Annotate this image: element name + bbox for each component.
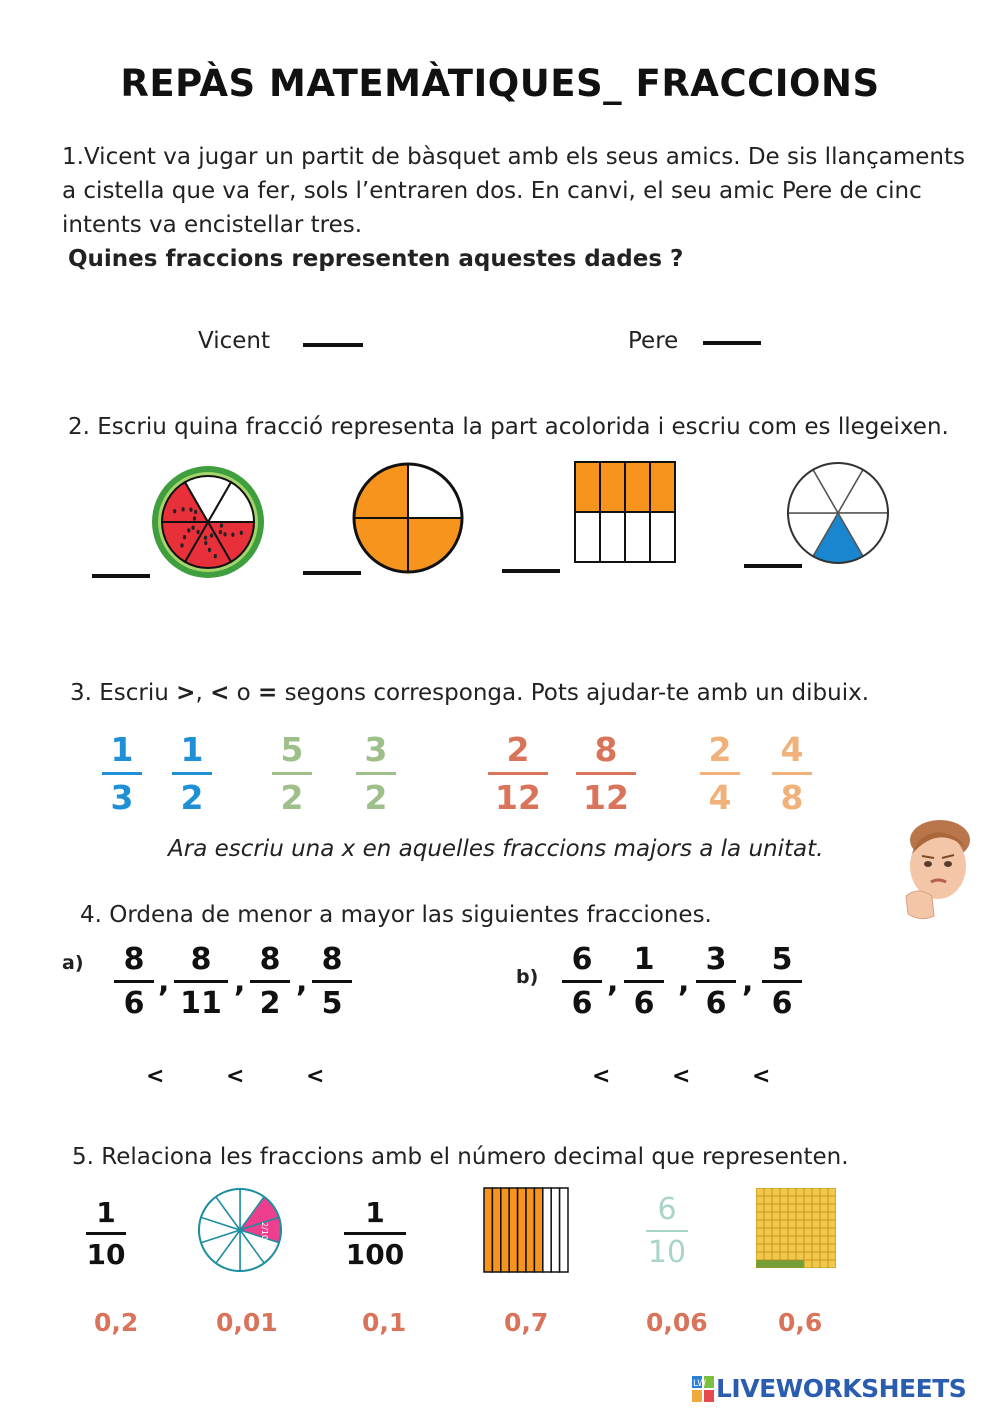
denominator: 6 — [633, 986, 655, 1021]
bar-shaded — [509, 1188, 517, 1272]
watermelon-seed — [219, 530, 222, 534]
q5-f2-numerator: 1 — [365, 1196, 385, 1229]
watermelon-seed — [189, 508, 192, 512]
bar-empty — [551, 1188, 559, 1272]
fraction-bar — [762, 980, 802, 983]
q1-line-2: a cistella que va fer, sols l’entraren dos. En canvi, el seu amic Pere de cinc — [62, 178, 922, 204]
q4-less-than-2: < — [306, 1064, 325, 1089]
watermelon-seed — [204, 541, 207, 545]
numerator: 6 — [571, 942, 593, 977]
watermelon-seed — [220, 523, 223, 527]
q3-text-suffix: segons corresponga. Pots ajudar-te amb un dibuix. — [277, 680, 870, 706]
watermelon-seed — [231, 533, 234, 537]
q3-fraction-3-a — [700, 730, 740, 817]
decimal-option-1[interactable]: 0,01 — [216, 1308, 278, 1337]
fraction-bar — [488, 772, 548, 775]
q4-a-comma-1: , — [234, 964, 246, 999]
q4-a-fraction-0 — [114, 942, 154, 1021]
numerator: 8 — [321, 942, 343, 977]
q4-a-fraction-2 — [250, 942, 290, 1021]
bar-empty — [560, 1188, 568, 1272]
q4-b-comma-0: , — [607, 964, 619, 999]
denominator: 4 — [708, 778, 732, 817]
watermelon-seed — [214, 554, 217, 558]
q3-statement — [70, 676, 869, 710]
wheel-label: 2/10 — [260, 1222, 269, 1240]
fraction-bar — [272, 772, 312, 775]
q4-a-comma-2: , — [296, 964, 308, 999]
bar-shaded — [526, 1188, 534, 1272]
q3-separator: , — [195, 680, 211, 706]
numerator: 8 — [123, 942, 145, 977]
q4-part-a-label: a) — [62, 952, 84, 974]
q3-or-word: o — [229, 680, 259, 706]
q4-less-than-5: < — [752, 1064, 771, 1089]
orange-grid-fraction-figure — [573, 460, 678, 565]
fraction-bar — [772, 772, 812, 775]
denominator: 2 — [280, 778, 304, 817]
q5-fraction-one-hundredth — [344, 1196, 406, 1271]
bar-shaded — [518, 1188, 526, 1272]
numerator: 3 — [705, 942, 727, 977]
fraction-bar — [114, 980, 154, 983]
q5-statement: 5. Relaciona les fraccions amb el número decimal que representen. — [72, 1144, 849, 1170]
denominator: 2 — [259, 986, 281, 1021]
liveworksheets-icon — [692, 1376, 714, 1402]
denominator: 2 — [364, 778, 388, 817]
q3-fraction-0-b — [172, 730, 212, 817]
fraction-bar — [576, 772, 636, 775]
fraction-bar — [102, 772, 142, 775]
fraction-bar — [624, 980, 664, 983]
denominator: 8 — [780, 778, 804, 817]
q1-line-3: intents va encistellar tres. — [62, 212, 363, 238]
q4-b-fraction-0 — [562, 942, 602, 1021]
q4-b-comma-2: , — [742, 964, 754, 999]
hundred-grid-figure — [756, 1188, 836, 1268]
q5-f3-denominator: 10 — [647, 1235, 687, 1270]
q5-f1-bar — [86, 1232, 126, 1235]
denominator: 12 — [583, 778, 629, 817]
watermelon-seed — [240, 531, 243, 535]
q3-text-prefix: 3. Escriu — [70, 680, 177, 706]
q3-gt-symbol: > — [176, 680, 196, 706]
numerator: 5 — [771, 942, 793, 977]
q3-fraction-0-a — [102, 730, 142, 817]
fraction-bar — [356, 772, 396, 775]
q1-line-1: 1.Vicent va jugar un partit de bàsquet amb els seus amics. De sis llançaments — [62, 144, 966, 170]
liveworksheets-wordmark: LIVEWORKSHEETS — [716, 1374, 967, 1403]
numerator: 8 — [190, 942, 212, 977]
fraction-bar — [172, 772, 212, 775]
q4-b-fraction-2 — [696, 942, 736, 1021]
denominator: 6 — [571, 986, 593, 1021]
fraction-bar — [312, 980, 352, 983]
answer-blank-pere[interactable] — [703, 341, 761, 345]
q4-b-fraction-1 — [624, 942, 664, 1021]
denominator: 2 — [180, 778, 204, 817]
q5-f1-denominator: 10 — [86, 1238, 126, 1271]
numerator: 1 — [633, 942, 655, 977]
answer-blank-orange-circle[interactable] — [303, 571, 361, 575]
q4-part-b-label: b) — [516, 966, 539, 988]
q1-statement — [62, 140, 982, 242]
label-vicent: Vicent — [198, 328, 271, 354]
bar-shaded — [484, 1188, 492, 1272]
q3-fraction-3-b — [772, 730, 812, 817]
q4-b-comma-1: , — [678, 964, 690, 999]
denominator: 5 — [321, 986, 343, 1021]
q5-f1-numerator: 1 — [96, 1196, 116, 1229]
q3-fraction-2-a — [488, 730, 548, 817]
label-pere: Pere — [628, 328, 679, 354]
denominator: 6 — [771, 986, 793, 1021]
decimal-option-3[interactable]: 0,7 — [504, 1308, 549, 1337]
q3-eq-symbol: = — [258, 680, 278, 706]
q2-statement: 2. Escriu quina fracció representa la part acolorida i escriu com es llegeixen. — [68, 414, 949, 440]
numerator: 8 — [259, 942, 281, 977]
watermelon-fraction-figure — [150, 464, 266, 580]
q5-fraction-one-tenth — [86, 1196, 126, 1271]
watermelon-seed — [223, 532, 226, 536]
q3-lt-symbol: < — [210, 680, 230, 706]
bar-shaded — [492, 1188, 500, 1272]
bar-shaded — [534, 1188, 542, 1272]
watermelon-seed — [204, 536, 207, 540]
watermelon-seed — [208, 548, 211, 552]
pink-wheel-figure — [196, 1186, 284, 1274]
q4-b-fraction-3 — [762, 942, 802, 1021]
decimal-option-2[interactable]: 0,1 — [362, 1308, 407, 1337]
q4-less-than-0: < — [146, 1064, 165, 1089]
q4-less-than-4: < — [672, 1064, 691, 1089]
q5-f3-numerator: 6 — [657, 1192, 677, 1227]
decimal-option-5[interactable]: 0,6 — [778, 1308, 823, 1337]
q1-question: Quines fraccions representen aquestes dades ? — [68, 246, 684, 272]
fraction-bar — [174, 980, 228, 983]
thinking-avatar-icon — [898, 818, 978, 922]
q4-a-fraction-3 — [312, 942, 352, 1021]
liveworksheets-logo — [692, 1374, 966, 1403]
watermelon-seed — [192, 526, 195, 530]
fraction-bar — [250, 980, 290, 983]
watermelon-seed — [187, 528, 190, 532]
orange-circle-fraction-figure — [350, 460, 466, 576]
numerator: 5 — [280, 730, 304, 769]
denominator: 6 — [705, 986, 727, 1021]
numerator: 4 — [780, 730, 804, 769]
numerator: 3 — [364, 730, 388, 769]
answer-blank-vicent[interactable] — [303, 343, 363, 347]
q3-fraction-2-b — [576, 730, 636, 817]
numerator: 8 — [594, 730, 618, 769]
watermelon-seed — [182, 507, 185, 511]
numerator: 2 — [506, 730, 530, 769]
q5-fraction-six-tenths — [646, 1192, 688, 1270]
watermelon-seed — [194, 510, 197, 514]
fraction-bar — [700, 772, 740, 775]
decimal-option-0[interactable]: 0,2 — [94, 1308, 139, 1337]
watermelon-seed — [180, 543, 183, 547]
q4-less-than-3: < — [592, 1064, 611, 1089]
answer-blank-watermelon[interactable] — [92, 574, 150, 578]
numerator: 2 — [708, 730, 732, 769]
denominator: 3 — [110, 778, 134, 817]
q5-f2-bar — [344, 1232, 406, 1235]
q4-a-fraction-1 — [174, 942, 228, 1021]
q5-f3-bar — [646, 1230, 688, 1232]
numerator: 1 — [110, 730, 134, 769]
fraction-bar — [562, 980, 602, 983]
denominator: 12 — [495, 778, 541, 817]
q5-f2-denominator: 100 — [345, 1238, 405, 1271]
denominator: 6 — [123, 986, 145, 1021]
watermelon-seed — [173, 509, 176, 513]
q4-statement: 4. Ordena de menor a mayor las siguientes fracciones. — [80, 902, 712, 928]
q4-a-comma-0: , — [158, 964, 170, 999]
q4-less-than-1: < — [226, 1064, 245, 1089]
page-title: REPÀS MATEMÀTIQUES_ FRACCIONS — [120, 62, 880, 105]
denominator: 11 — [180, 986, 222, 1021]
watermelon-seed — [193, 516, 196, 520]
watermelon-seed — [183, 535, 186, 539]
bar-empty — [543, 1188, 551, 1272]
q3-note: Ara escriu una x en aquelles fraccions majors a la unitat. — [168, 836, 824, 862]
watermelon-seed — [197, 530, 200, 534]
answer-blank-blue-circle[interactable] — [744, 564, 802, 568]
orange-bars-figure — [482, 1186, 570, 1274]
numerator: 1 — [180, 730, 204, 769]
bar-shaded — [501, 1188, 509, 1272]
fraction-bar — [696, 980, 736, 983]
q3-fraction-1-a — [272, 730, 312, 817]
logo-icon-letters: LW — [693, 1378, 707, 1389]
q3-fraction-1-b — [356, 730, 396, 817]
decimal-option-4[interactable]: 0,06 — [646, 1308, 708, 1337]
answer-blank-orange-grid[interactable] — [502, 569, 560, 573]
watermelon-seed — [210, 533, 213, 537]
blue-circle-fraction-figure — [785, 460, 891, 566]
